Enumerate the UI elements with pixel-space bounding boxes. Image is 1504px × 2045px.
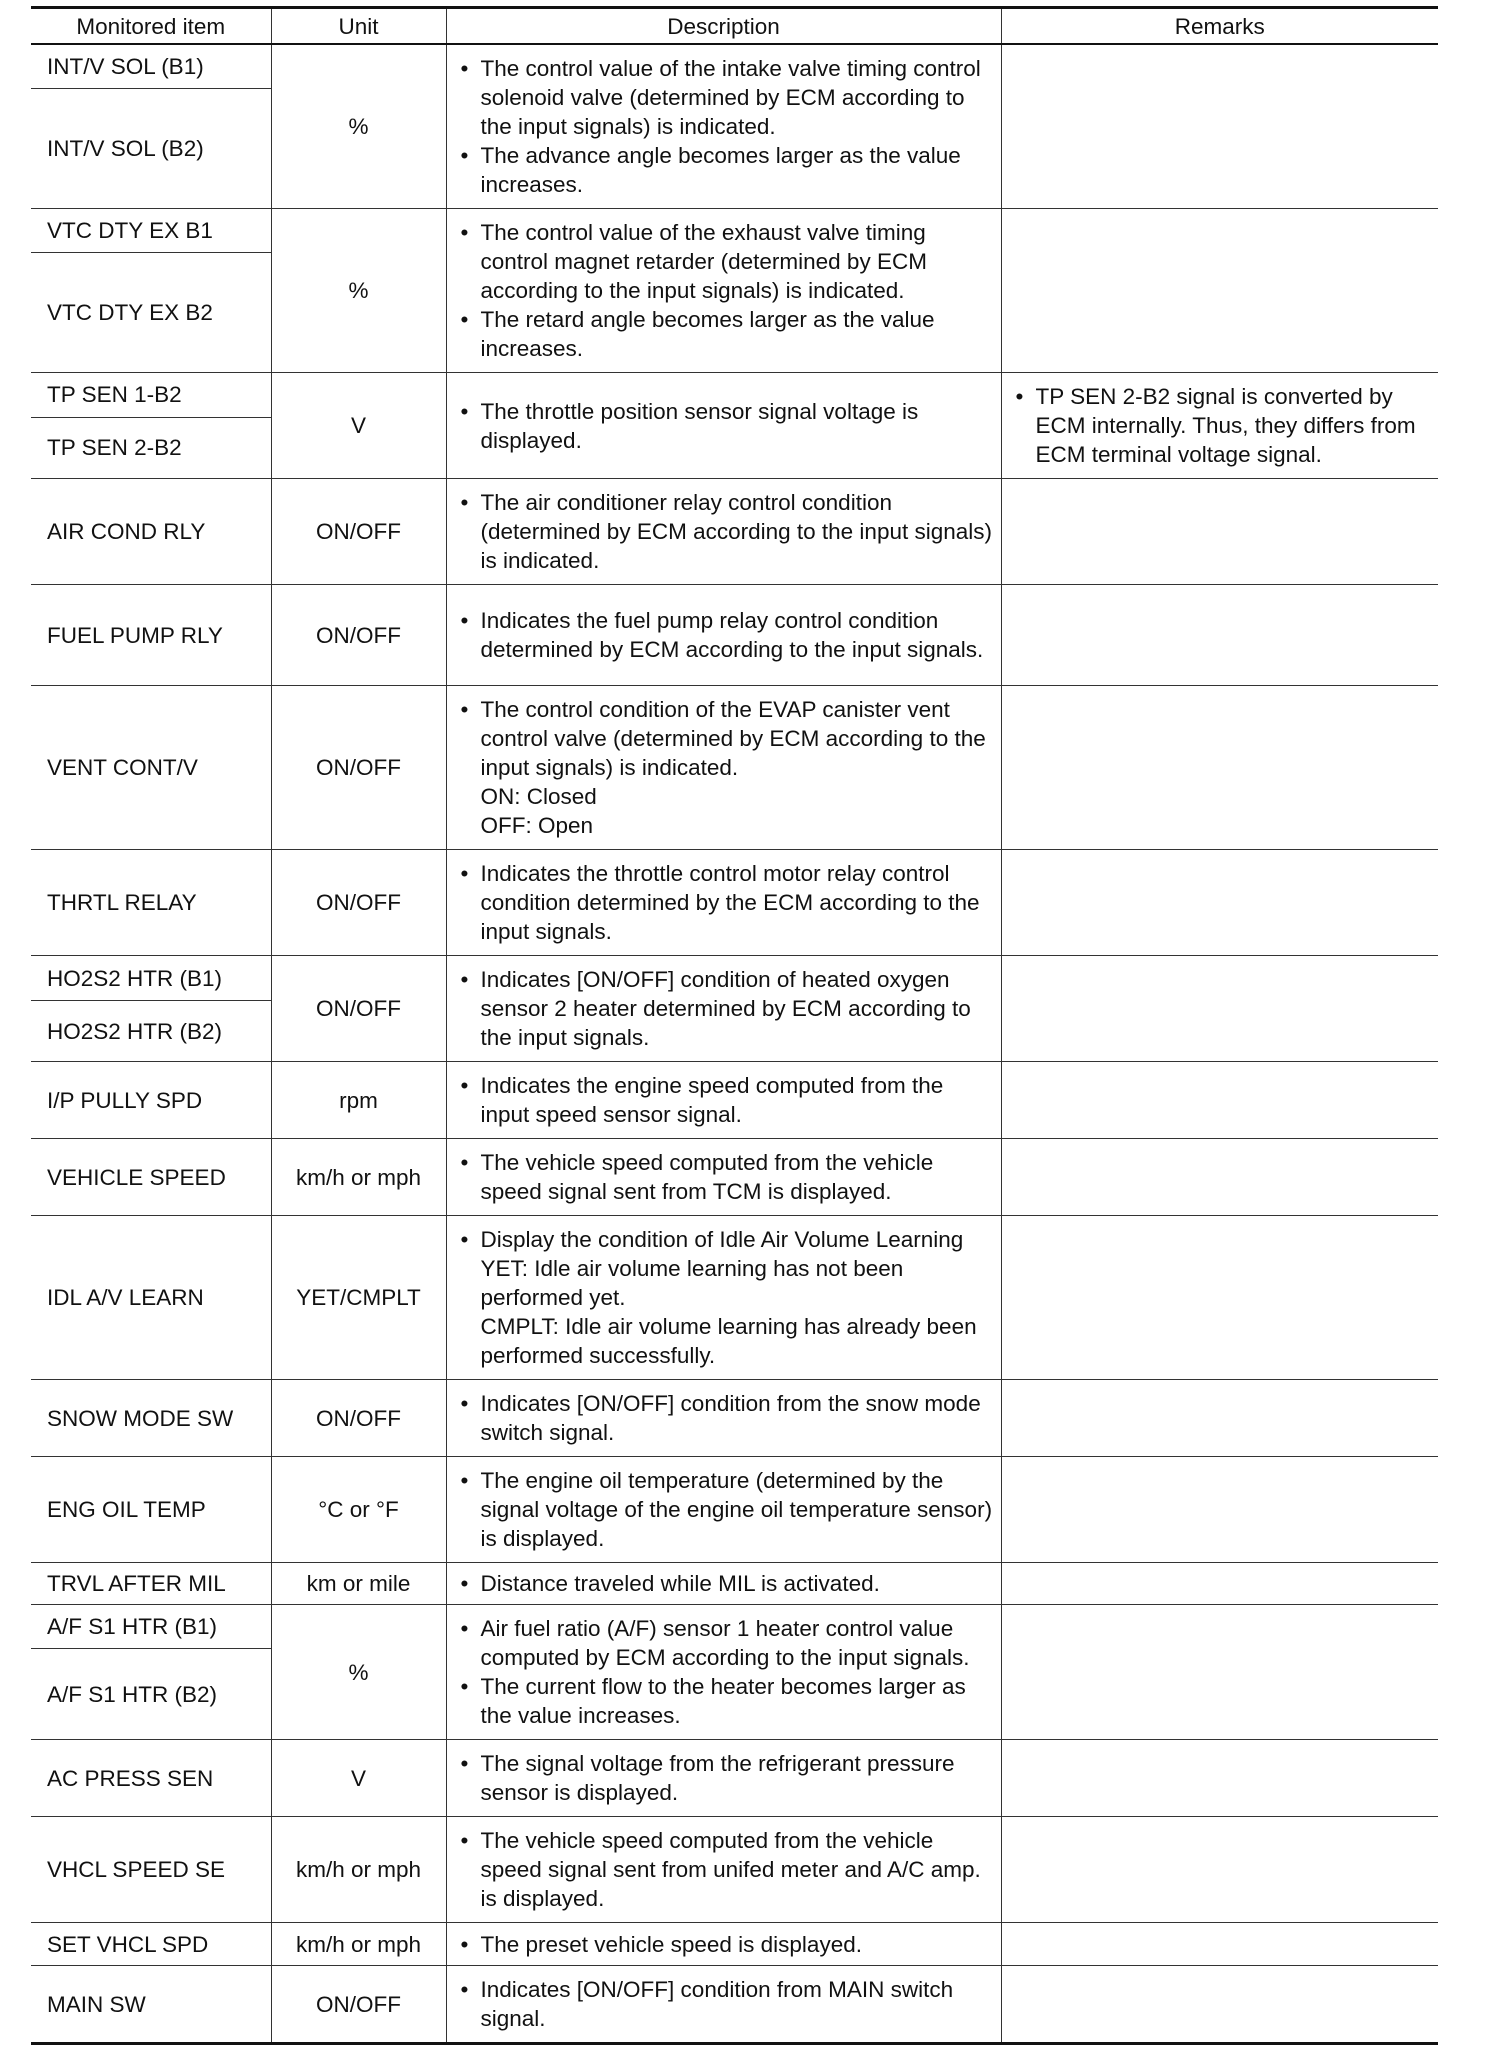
table-row (31, 1966, 1438, 2044)
description-cell (446, 1563, 1001, 1605)
description-bullet: • The retard angle becomes larger as the value increases. (459, 305, 995, 363)
description-cell (446, 373, 1001, 479)
description-bullet: • Indicates the engine speed computed from the input speed sensor signal. (459, 1071, 995, 1129)
description-bullet: • The preset vehicle speed is displayed. (459, 1930, 995, 1959)
description-text: YET: Idle air volume learning has not been performed yet. (480, 1256, 904, 1310)
unit-cell: YET/CMPLT (271, 1216, 446, 1380)
description-cell (446, 1817, 1001, 1923)
table-row (31, 1605, 1438, 1649)
monitored-item: IDL A/V LEARN (31, 1216, 271, 1380)
remarks-cell (1001, 1216, 1438, 1380)
monitored-item: TRVL AFTER MIL (31, 1563, 271, 1605)
remarks-cell (1001, 686, 1438, 850)
description-cell (446, 585, 1001, 686)
monitored-item: HO2S2 HTR (B2) (31, 1001, 271, 1062)
description-bullet: • The advance angle becomes larger as the value increases. (459, 141, 995, 199)
header-unit: Unit (271, 8, 446, 45)
remarks-cell (1001, 44, 1438, 209)
description-bullet: • Air fuel ratio (A/F) sensor 1 heater control value computed by ECM according to the input signals. (459, 1614, 995, 1672)
remarks-cell (1001, 1740, 1438, 1817)
remarks-cell (1001, 1605, 1438, 1740)
unit-cell: ON/OFF (271, 956, 446, 1062)
description-bullet: • Indicates [ON/OFF] condition from the snow mode switch signal. (459, 1389, 995, 1447)
monitored-item: INT/V SOL (B1) (31, 44, 271, 89)
remarks-cell (1001, 585, 1438, 686)
unit-cell: ON/OFF (271, 479, 446, 585)
monitored-item: AC PRESS SEN (31, 1740, 271, 1817)
description-bullet: • Distance traveled while MIL is activated. (459, 1569, 995, 1598)
table-row (31, 956, 1438, 1001)
description-cell (446, 686, 1001, 850)
description-cell (446, 1457, 1001, 1563)
monitored-item: VTC DTY EX B1 (31, 209, 271, 253)
unit-cell: ON/OFF (271, 850, 446, 956)
header-remarks: Remarks (1001, 8, 1438, 45)
unit-cell: % (271, 44, 446, 209)
unit-cell: ON/OFF (271, 686, 446, 850)
remarks-cell (1001, 1966, 1438, 2044)
table-row (31, 479, 1438, 585)
monitored-item: HO2S2 HTR (B1) (31, 956, 271, 1001)
unit-cell: km/h or mph (271, 1139, 446, 1216)
table-row (31, 686, 1438, 850)
table-row (31, 44, 1438, 89)
monitored-item: A/F S1 HTR (B2) (31, 1649, 271, 1740)
description-cell (446, 1380, 1001, 1457)
table-row (31, 209, 1438, 253)
table-row (31, 1923, 1438, 1966)
description-text: CMPLT: Idle air volume learning has already been performed successfully. (480, 1314, 977, 1368)
header-description: Description (446, 8, 1001, 45)
description-bullet: • The control value of the exhaust valve timing control magnet retarder (determined by ECM according to the input signals) is indicated. (459, 218, 995, 305)
monitored-item: TP SEN 1-B2 (31, 373, 271, 418)
unit-cell: % (271, 1605, 446, 1740)
table-row (31, 585, 1438, 686)
table-row (31, 1457, 1438, 1563)
unit-cell: % (271, 209, 446, 373)
monitored-item: VTC DTY EX B2 (31, 253, 271, 373)
description-cell (446, 850, 1001, 956)
remarks-cell (1001, 209, 1438, 373)
table-row (31, 1216, 1438, 1380)
unit-cell: V (271, 1740, 446, 1817)
monitored-item: SET VHCL SPD (31, 1923, 271, 1966)
remarks-bullet: • TP SEN 2-B2 signal is converted by ECM internally. Thus, they differs from ECM terminal voltage signal. (1014, 382, 1433, 469)
monitored-item: MAIN SW (31, 1966, 271, 2044)
monitored-item: SNOW MODE SW (31, 1380, 271, 1457)
remarks-cell (1001, 479, 1438, 585)
unit-cell: ON/OFF (271, 1380, 446, 1457)
description-cell (446, 1062, 1001, 1139)
description-bullet: • The vehicle speed computed from the vehicle speed signal sent from TCM is displayed. (459, 1148, 995, 1206)
remarks-cell (1001, 1457, 1438, 1563)
unit-cell: km/h or mph (271, 1923, 446, 1966)
remarks-cell (1001, 1380, 1438, 1457)
description-cell (446, 1966, 1001, 2044)
remarks-cell (1001, 1817, 1438, 1923)
header-monitored-item: Monitored item (31, 8, 271, 45)
description-bullet: • The air conditioner relay control condition (determined by ECM according to the input signals) is indicated. (459, 488, 995, 575)
table-row (31, 850, 1438, 956)
table-row (31, 1380, 1438, 1457)
description-bullet: • The signal voltage from the refrigerant pressure sensor is displayed. (459, 1749, 995, 1807)
remarks-cell (1001, 1563, 1438, 1605)
description-bullet: • The control value of the intake valve timing control solenoid valve (determined by ECM according to the input signals) is indicated. (459, 54, 995, 141)
remarks-cell (1001, 1139, 1438, 1216)
description-bullet: • The vehicle speed computed from the vehicle speed signal sent from unifed meter and A/C amp. is displayed. (459, 1826, 995, 1913)
monitored-item: VENT CONT/V (31, 686, 271, 850)
table-row (31, 1563, 1438, 1605)
table-row (31, 1817, 1438, 1923)
unit-cell: ON/OFF (271, 1966, 446, 2044)
monitored-item: TP SEN 2-B2 (31, 417, 271, 478)
description-bullet: • Indicates [ON/OFF] condition of heated oxygen sensor 2 heater determined by ECM according to the input signals. (459, 965, 995, 1052)
description-cell (446, 1923, 1001, 1966)
monitored-item: AIR COND RLY (31, 479, 271, 585)
table-row (31, 1062, 1438, 1139)
monitor-item-table-page (31, 6, 1438, 2045)
description-text: ON: Closed (480, 784, 597, 809)
description-bullet: • The throttle position sensor signal voltage is displayed. (459, 397, 995, 455)
remarks-cell (1001, 373, 1438, 479)
unit-cell: V (271, 373, 446, 479)
monitored-item: INT/V SOL (B2) (31, 89, 271, 209)
unit-cell: km/h or mph (271, 1817, 446, 1923)
remarks-cell (1001, 850, 1438, 956)
unit-cell: ON/OFF (271, 585, 446, 686)
monitored-item: A/F S1 HTR (B1) (31, 1605, 271, 1649)
description-bullet: • Indicates the throttle control motor relay control condition determined by the ECM according to the input signals. (459, 859, 995, 946)
description-bullet: • Indicates [ON/OFF] condition from MAIN switch signal. (459, 1975, 995, 2033)
description-cell (446, 956, 1001, 1062)
description-cell (446, 1605, 1001, 1740)
unit-cell: rpm (271, 1062, 446, 1139)
header-row (31, 8, 1438, 45)
description-cell (446, 479, 1001, 585)
description-cell (446, 1139, 1001, 1216)
monitored-item: I/P PULLY SPD (31, 1062, 271, 1139)
remarks-cell (1001, 1062, 1438, 1139)
description-cell (446, 1740, 1001, 1817)
monitor-item-table (31, 6, 1438, 2045)
monitored-item: VEHICLE SPEED (31, 1139, 271, 1216)
description-bullet: • The engine oil temperature (determined by the signal voltage of the engine oil temperature sensor) is displayed. (459, 1466, 995, 1553)
table-row (31, 1139, 1438, 1216)
description-cell (446, 44, 1001, 209)
description-bullet: • The current flow to the heater becomes larger as the value increases. (459, 1672, 995, 1730)
description-bullet: • Display the condition of Idle Air Volume Learning (459, 1225, 995, 1254)
table-row (31, 373, 1438, 418)
monitored-item: VHCL SPEED SE (31, 1817, 271, 1923)
description-bullet: • The control condition of the EVAP canister vent control valve (determined by ECM according to the input signals) is indicated. (459, 695, 995, 782)
description-cell (446, 1216, 1001, 1380)
remarks-cell (1001, 956, 1438, 1062)
description-cell (446, 209, 1001, 373)
unit-cell: km or mile (271, 1563, 446, 1605)
description-bullet: • Indicates the fuel pump relay control condition determined by ECM according to the input signals. (459, 606, 995, 664)
remarks-cell (1001, 1923, 1438, 1966)
monitored-item: FUEL PUMP RLY (31, 585, 271, 686)
table-row (31, 1740, 1438, 1817)
monitored-item: ENG OIL TEMP (31, 1457, 271, 1563)
unit-cell: °C or °F (271, 1457, 446, 1563)
monitored-item: THRTL RELAY (31, 850, 271, 956)
description-text: OFF: Open (480, 813, 594, 838)
